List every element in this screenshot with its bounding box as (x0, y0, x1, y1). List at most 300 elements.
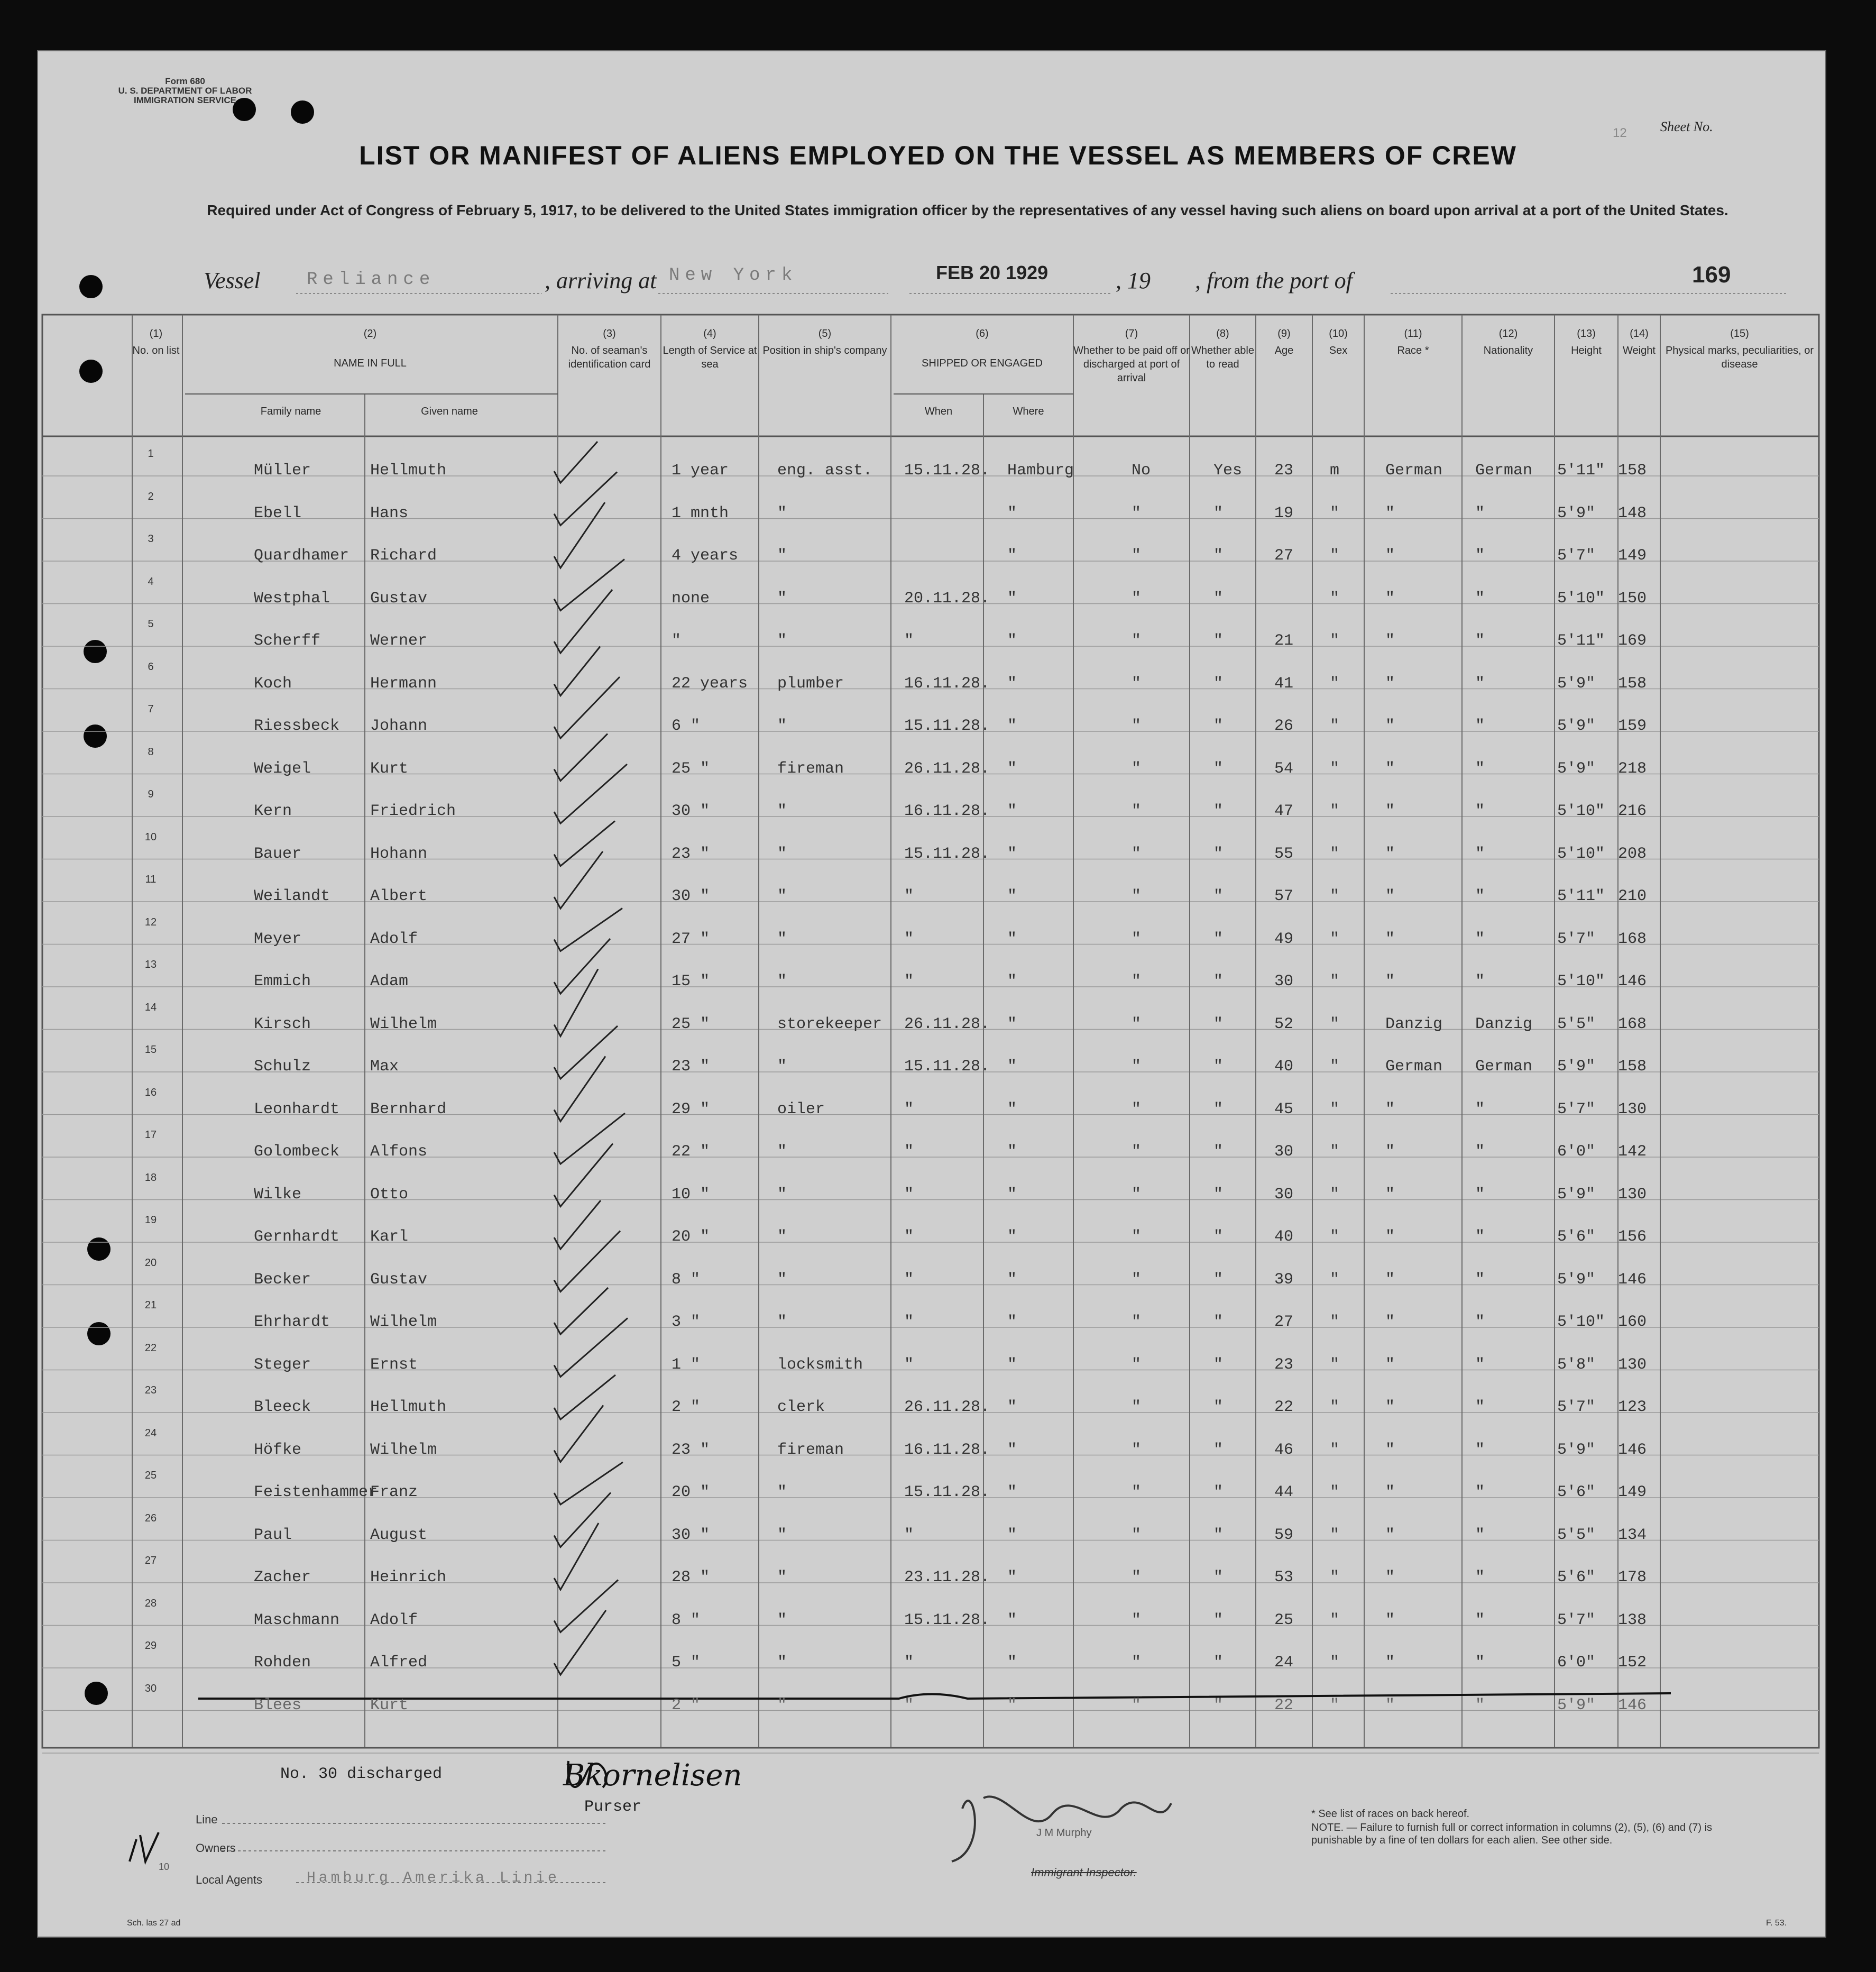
nationality: " (1475, 887, 1485, 905)
sex: " (1330, 1526, 1340, 1544)
paid-off: " (1132, 1611, 1142, 1629)
row-number: 26 (144, 1512, 157, 1524)
shipped-where: " (1007, 717, 1017, 735)
height: 5'5" (1557, 1526, 1596, 1544)
weight: 138 (1618, 1611, 1647, 1629)
service-length: 10 " (672, 1185, 710, 1204)
shipped-when: 26.11.28. (904, 1398, 990, 1416)
height: 5'6" (1557, 1483, 1596, 1501)
nationality: " (1475, 802, 1485, 820)
column-label: SHIPPED OR ENGAGED (922, 357, 1043, 369)
local-agents-label: Local Agents (196, 1873, 262, 1886)
weight: 178 (1618, 1569, 1647, 1586)
shipped-where: Hamburg (1007, 462, 1074, 480)
able-to-read: " (1213, 674, 1224, 693)
sex: m (1330, 462, 1340, 480)
vessel-label: Vessel (204, 268, 261, 293)
race: " (1385, 1483, 1395, 1501)
age: 27 (1274, 547, 1294, 565)
nationality: " (1475, 717, 1485, 735)
shipped-where: " (1007, 632, 1017, 650)
shipped-where: " (1007, 887, 1017, 905)
sex: " (1330, 1355, 1340, 1374)
service-length: 22 " (672, 1143, 710, 1161)
family-name: Koch (254, 674, 292, 693)
column-number: (5) (818, 328, 832, 340)
height: 5'9" (1557, 1270, 1596, 1289)
service-length: 23 " (672, 1058, 710, 1076)
row-number: 23 (144, 1384, 157, 1396)
paid-off: " (1132, 504, 1142, 522)
age: 22 (1274, 1696, 1294, 1714)
verification-check-mark (554, 1523, 599, 1590)
given-name: Alfons (370, 1143, 428, 1161)
given-name: Hohann (370, 845, 428, 863)
service-length: 1 mnth (672, 504, 729, 522)
nationality: Danzig (1475, 1015, 1533, 1033)
given-name: Kurt (370, 1696, 409, 1714)
column-number: (14) (1630, 328, 1649, 340)
nationality: " (1475, 589, 1485, 608)
paid-off: " (1132, 1654, 1142, 1672)
verification-check-mark (554, 1200, 601, 1249)
column-header (1555, 327, 1618, 357)
given-name: Albert (370, 887, 428, 905)
paid-off: " (1132, 1355, 1142, 1374)
shipped-where: " (1007, 1143, 1017, 1161)
nationality: German (1475, 1058, 1533, 1076)
column-label: Position in ship's company (762, 345, 887, 356)
column-header (558, 327, 661, 371)
verification-check-mark (554, 677, 620, 738)
position: " (777, 845, 787, 863)
service-length: 22 years (672, 674, 748, 693)
service-length: 8 " (672, 1270, 701, 1289)
shipped-when: " (904, 1313, 914, 1331)
age: 52 (1274, 1015, 1294, 1033)
height: 5'9" (1557, 504, 1596, 522)
paid-off: " (1132, 1143, 1142, 1161)
weight: 158 (1618, 462, 1647, 480)
column-header (661, 327, 759, 371)
column-header (1256, 327, 1312, 357)
position: " (777, 1696, 787, 1714)
row-number: 30 (144, 1682, 157, 1694)
weight: 158 (1618, 674, 1647, 693)
paid-off: " (1132, 1696, 1142, 1714)
age: 57 (1274, 887, 1294, 905)
shipped-where: " (1007, 589, 1017, 608)
nationality: " (1475, 1313, 1485, 1331)
shipped-when: 15.11.28. (904, 717, 990, 735)
penalty-note: NOTE. — Failure to furnish full or correct information in columns (2), (5), (6) and (7) is punishable by a fine of ten dollars for each alien. See other side. (1311, 1822, 1713, 1846)
age: 19 (1274, 504, 1294, 522)
service-length: 27 " (672, 930, 710, 948)
service-length: none (672, 589, 710, 608)
age: 45 (1274, 1100, 1294, 1118)
schedule-mark: Sch. las 27 ad (127, 1919, 181, 1928)
sex: " (1330, 547, 1340, 565)
paid-off: " (1132, 1185, 1142, 1204)
nationality: " (1475, 1398, 1485, 1416)
position: plumber (777, 674, 844, 693)
position: clerk (777, 1398, 825, 1416)
given-name: Max (370, 1058, 399, 1076)
shipped-where: " (1007, 973, 1017, 990)
sex: " (1330, 1483, 1340, 1501)
row-number: 16 (144, 1086, 157, 1098)
able-to-read: " (1213, 547, 1224, 565)
service-name: IMMIGRATION SERVICE (134, 95, 236, 105)
column-label: Height (1571, 345, 1602, 356)
verification-check-mark (554, 1580, 618, 1632)
year-label: , 19 (1116, 268, 1151, 293)
height: 6'0" (1557, 1143, 1596, 1161)
family-name: Ehrhardt (254, 1313, 330, 1331)
paid-off: " (1132, 674, 1142, 693)
weight: 208 (1618, 845, 1647, 863)
weight: 150 (1618, 589, 1647, 608)
family-name: Scherff (254, 632, 321, 650)
shipped-when: 15.11.28. (904, 1058, 990, 1076)
shipped-when: " (904, 632, 914, 650)
row-number: 1 (148, 448, 154, 460)
nationality: " (1475, 632, 1485, 650)
shipped-when: " (904, 973, 914, 990)
column-number: (3) (603, 328, 616, 340)
sex: " (1330, 1398, 1340, 1416)
family-name: Kern (254, 802, 292, 820)
service-length: 25 " (672, 1015, 710, 1033)
able-to-read: " (1213, 887, 1224, 905)
shipped-when: 15.11.28. (904, 462, 990, 480)
race: " (1385, 1526, 1395, 1544)
page-subtitle: Required under Act of Congress of February 5, 1917, to be delivered to the United States immigration officer by the representatives of any vessel having such aliens on board upon arrival at a port of the United States. (207, 202, 1728, 218)
race: " (1385, 1569, 1395, 1586)
column-number: (4) (703, 328, 716, 340)
race: " (1385, 504, 1395, 522)
age: 27 (1274, 1313, 1294, 1331)
weight: 130 (1618, 1185, 1647, 1204)
height: 5'9" (1557, 1441, 1596, 1459)
race: " (1385, 887, 1395, 905)
weight: 148 (1618, 504, 1647, 522)
verification-check-mark (554, 1493, 611, 1547)
verification-check-mark (554, 1318, 628, 1377)
height: 5'5" (1557, 1015, 1596, 1033)
column-label: No. on list (132, 345, 180, 356)
verification-check-mark (554, 851, 603, 909)
height: 5'11" (1557, 632, 1605, 650)
service-length: 28 " (672, 1569, 710, 1586)
row-number: 29 (144, 1640, 157, 1652)
owners-label: Owners (196, 1841, 236, 1855)
form-number: Form 680 (165, 76, 205, 86)
age: 39 (1274, 1270, 1294, 1289)
height: 5'10" (1557, 589, 1605, 608)
service-length: 6 " (672, 717, 701, 735)
column-header (182, 327, 558, 370)
weight: 169 (1618, 632, 1647, 650)
given-name: Kurt (370, 759, 409, 778)
sex: " (1330, 1696, 1340, 1714)
family-name: Riessbeck (254, 717, 340, 735)
verification-check-mark (554, 764, 627, 823)
sex: " (1330, 717, 1340, 735)
shipped-where: " (1007, 504, 1017, 522)
paid-off: " (1132, 930, 1142, 948)
row-number: 13 (144, 959, 157, 970)
weight: 134 (1618, 1526, 1647, 1544)
row-number: 2 (148, 490, 154, 502)
given-name: Werner (370, 632, 428, 650)
paid-off: " (1132, 717, 1142, 735)
row-number: 8 (148, 746, 154, 758)
row-number: 4 (148, 575, 154, 588)
age: 40 (1274, 1058, 1294, 1076)
shipped-when: 15.11.28. (904, 845, 990, 863)
column-header (1618, 327, 1660, 357)
shipped-where-subheader: Where (1013, 406, 1044, 417)
service-length: 30 " (672, 887, 710, 905)
paid-off: " (1132, 632, 1142, 650)
family-name: Höfke (254, 1441, 302, 1459)
shipped-where: " (1007, 1569, 1017, 1586)
verification-check-mark (554, 969, 598, 1037)
nationality: " (1475, 1569, 1485, 1586)
verification-check-mark (554, 502, 605, 568)
weight: 146 (1618, 1441, 1647, 1459)
height: 5'9" (1557, 717, 1596, 735)
position: " (777, 1058, 787, 1076)
shipped-where: " (1007, 930, 1017, 948)
verification-check-mark (554, 1231, 620, 1292)
given-name: Otto (370, 1185, 409, 1204)
service-length: " (672, 632, 682, 650)
race: " (1385, 1696, 1395, 1714)
sex: " (1330, 845, 1340, 863)
race: " (1385, 674, 1395, 693)
age: 47 (1274, 802, 1294, 820)
column-number: (1) (149, 328, 163, 340)
given-name: Alfred (370, 1654, 428, 1672)
column-header (1660, 327, 1819, 371)
shipped-when-subheader: When (924, 406, 953, 417)
shipped-when: 26.11.28. (904, 1015, 990, 1033)
given-name: August (370, 1526, 428, 1544)
verification-check-mark (554, 1610, 606, 1675)
service-length: 2 " (672, 1398, 701, 1416)
sex: " (1330, 1185, 1340, 1204)
age: 49 (1274, 930, 1294, 948)
able-to-read: " (1213, 1483, 1224, 1501)
given-name: Heinrich (370, 1569, 447, 1586)
column-header (1364, 327, 1462, 357)
given-name: Gustav (370, 589, 428, 608)
paid-off: " (1132, 1526, 1142, 1544)
sex: " (1330, 1313, 1340, 1331)
given-name: Adam (370, 973, 409, 990)
height: 5'9" (1557, 1185, 1596, 1204)
family-name: Gernhardt (254, 1228, 340, 1246)
column-header (1312, 327, 1364, 357)
position: " (777, 1526, 787, 1544)
shipped-when: 16.11.28. (904, 674, 990, 693)
height: 5'10" (1557, 845, 1605, 863)
column-label: NAME IN FULL (334, 357, 407, 369)
shipped-when: " (904, 1526, 914, 1544)
given-name: Adolf (370, 1611, 418, 1629)
paid-off: No (1132, 462, 1151, 480)
service-length: 30 " (672, 802, 710, 820)
shipped-where: " (1007, 1313, 1017, 1331)
shipped-where: " (1007, 547, 1017, 565)
position: " (777, 930, 787, 948)
race: " (1385, 1441, 1395, 1459)
weight: 210 (1618, 887, 1647, 905)
paid-off: " (1132, 1228, 1142, 1246)
able-to-read: " (1213, 1654, 1224, 1672)
height: 5'9" (1557, 759, 1596, 778)
from-port-label: , from the port of (1195, 268, 1353, 293)
given-name: Franz (370, 1483, 418, 1501)
sex: " (1330, 887, 1340, 905)
row-number: 14 (144, 1001, 157, 1013)
shipped-where: " (1007, 1696, 1017, 1714)
age: 22 (1274, 1398, 1294, 1416)
given-name: Hellmuth (370, 1398, 447, 1416)
shipped-where: " (1007, 1058, 1017, 1076)
nationality: " (1475, 1228, 1485, 1246)
shipped-when: " (904, 1185, 914, 1204)
shipped-when: " (904, 1696, 914, 1714)
column-header (1073, 327, 1190, 385)
height: 5'7" (1557, 930, 1596, 948)
given-name: Hans (370, 504, 409, 522)
nationality: " (1475, 1100, 1485, 1118)
family-name: Maschmann (254, 1611, 340, 1629)
family-name: Ebell (254, 504, 302, 522)
nationality: " (1475, 930, 1485, 948)
family-name: Rohden (254, 1654, 311, 1672)
weight: 146 (1618, 1270, 1647, 1289)
age: 23 (1274, 1355, 1294, 1374)
column-number: (7) (1125, 328, 1138, 340)
arrival-port: New York (669, 265, 798, 286)
weight: 168 (1618, 930, 1647, 948)
line-label: Line (196, 1813, 218, 1826)
shipped-where: " (1007, 1015, 1017, 1033)
race: " (1385, 1654, 1395, 1672)
able-to-read: " (1213, 717, 1224, 735)
nationality: " (1475, 845, 1485, 863)
service-length: 1 " (672, 1355, 701, 1374)
age: 21 (1274, 632, 1294, 650)
paid-off: " (1132, 1015, 1142, 1033)
age: 54 (1274, 759, 1294, 778)
sex: " (1330, 802, 1340, 820)
able-to-read: " (1213, 589, 1224, 608)
paid-off: " (1132, 802, 1142, 820)
race: " (1385, 973, 1395, 990)
paid-off: " (1132, 1058, 1142, 1076)
race: " (1385, 717, 1395, 735)
sex: " (1330, 1611, 1340, 1629)
family-name: Weigel (254, 759, 311, 778)
sex: " (1330, 1100, 1340, 1118)
sex: " (1330, 973, 1340, 990)
column-label: Sex (1329, 345, 1348, 356)
family-name: Zacher (254, 1569, 311, 1586)
able-to-read: " (1213, 632, 1224, 650)
column-header (1190, 327, 1256, 371)
nationality: " (1475, 1270, 1485, 1289)
column-number: (11) (1404, 328, 1422, 340)
sex: " (1330, 1270, 1340, 1289)
weight: 158 (1618, 1058, 1647, 1076)
position: " (777, 973, 787, 990)
nationality: German (1475, 462, 1533, 480)
height: 5'10" (1557, 973, 1605, 990)
race: " (1385, 1313, 1395, 1331)
paid-off: " (1132, 1441, 1142, 1459)
height: 5'7" (1557, 1398, 1596, 1416)
position: eng. asst. (777, 462, 873, 480)
service-length: 5 " (672, 1654, 701, 1672)
height: 5'9" (1557, 674, 1596, 693)
race: " (1385, 1228, 1395, 1246)
column-header (891, 327, 1073, 370)
row-number: 17 (144, 1129, 157, 1141)
position: storekeeper (777, 1015, 882, 1033)
height: 5'9" (1557, 1058, 1596, 1076)
height: 5'7" (1557, 1100, 1596, 1118)
given-name: Karl (370, 1228, 409, 1246)
inspector-signature: J M Murphy (1036, 1827, 1092, 1839)
weight: 216 (1618, 802, 1647, 820)
column-label: Nationality (1483, 345, 1533, 356)
position: " (777, 717, 787, 735)
able-to-read: " (1213, 1611, 1224, 1629)
row-number: 20 (144, 1256, 157, 1269)
sex: " (1330, 632, 1340, 650)
height: 5'7" (1557, 1611, 1596, 1629)
able-to-read: " (1213, 1015, 1224, 1033)
nationality: " (1475, 674, 1485, 693)
height: 5'11" (1557, 887, 1605, 905)
given-name: Johann (370, 717, 428, 735)
given-name: Hermann (370, 674, 437, 693)
able-to-read: " (1213, 1185, 1224, 1204)
age: 41 (1274, 674, 1294, 693)
verification-check-mark (554, 1057, 605, 1122)
paid-off: " (1132, 1270, 1142, 1289)
service-length: 29 " (672, 1100, 710, 1118)
local-agents-value: Hamburg Amerika Linie (307, 1870, 560, 1886)
paid-off: " (1132, 547, 1142, 565)
verification-check-mark (554, 1462, 623, 1505)
able-to-read: " (1213, 1441, 1224, 1459)
race: " (1385, 1355, 1395, 1374)
verification-check-mark (554, 1144, 613, 1207)
able-to-read: " (1213, 1526, 1224, 1544)
row-number: 22 (144, 1342, 157, 1354)
shipped-where: " (1007, 1654, 1017, 1672)
sheet-mark: 12 (1613, 126, 1627, 140)
paid-off: " (1132, 1313, 1142, 1331)
shipped-when: " (904, 930, 914, 948)
family-name: Kirsch (254, 1015, 311, 1033)
